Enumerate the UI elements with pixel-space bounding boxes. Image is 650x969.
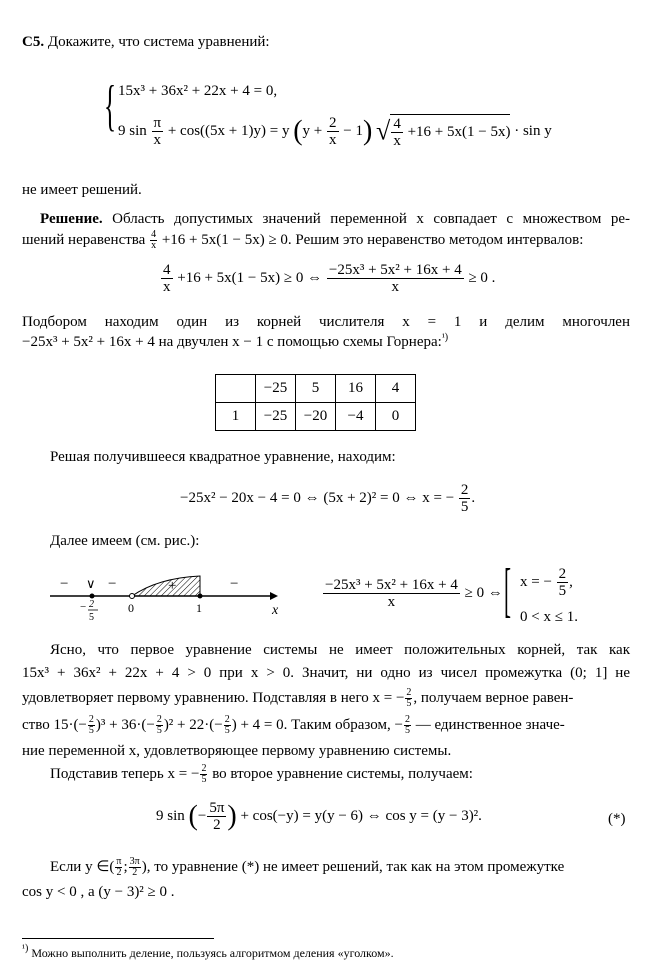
- sign-minus-mid: −: [108, 576, 117, 592]
- p5-line2: cos y < 0 , а (y − 3)² ≥ 0 .: [22, 884, 175, 900]
- p3-line4: ство 15·(− $\frac{2}{5}$ )³ + 36·(− $\frac{2}{5}$ )² + 22·(− $\frac{2}{5}$ ) + 4 = 0. Таким образом, − $\frac{2}{5}$ — единственное значе-: [22, 714, 565, 736]
- horner-intro-line1: Подбором находим один из корней числителя x = 1 и делим многочлен: [22, 314, 630, 330]
- axis-arrow: [270, 592, 278, 600]
- star-label: (*): [608, 811, 626, 827]
- point-zero: [130, 594, 135, 599]
- eq2-sqrt: √ $\frac{4}{x}$ +16 + 5x(1 − 5x): [376, 116, 511, 149]
- further-text: Далее имеем (см. рис.):: [50, 533, 200, 549]
- tick-neg-sign: −: [80, 601, 87, 613]
- tick-one: 1: [196, 601, 202, 615]
- point-neg-two-fifths: [90, 594, 95, 599]
- tick-num: 2: [89, 599, 94, 610]
- shaded-region: [132, 576, 200, 596]
- eq2-paren-part: y +: [302, 122, 323, 139]
- p5-line1: Если y ∈( $\frac{\pi}{2}$ ; $\frac{3\pi}{2}$ ), то уравнение (*) не имеет решений, так как на этом промежутке: [50, 856, 565, 878]
- eq2-sin-y: · sin y: [514, 122, 552, 139]
- eq2-minus-one: − 1: [343, 122, 363, 139]
- star-equation: 9 sin (− $\frac{5\pi}{2}$ ) + cos(−y) = y(y − 6) ⇔ cos y = (y − 3)².: [156, 800, 482, 833]
- small-frac-4-x: $\frac{4}{x}$: [151, 229, 157, 251]
- point-one: [198, 594, 203, 599]
- system-eq1: 15x³ + 36x² + 22x + 4 = 0,: [118, 83, 278, 99]
- quadratic-intro: Решая получившееся квадратное уравнение, находим:: [50, 449, 396, 465]
- system-brace: {: [104, 75, 117, 137]
- p3-line1: Ясно, что первое уравнение системы не имеет положительных корней, так как: [50, 642, 630, 658]
- no-solutions-text: не имеет решений.: [22, 182, 142, 198]
- result-bracket: [: [504, 557, 511, 623]
- result-inequality: $\frac{\text{−25x³ + 5x² + 16x + 4}}{x}$ ≥ 0 ⇔: [325, 577, 503, 610]
- p3-line2: 15x³ + 36x² + 22x + 4 > 0 при x > 0. Значит, ни одно из чисел промежутка (0; 1] не: [22, 665, 630, 681]
- sign-minus-right: −: [230, 576, 239, 592]
- solution-line1: Решение. Область допустимых значений переменной x совпадает с множеством ре-: [40, 211, 631, 227]
- eq2-sin: 9 sin: [118, 122, 147, 139]
- p3-line5: ние переменной x, удовлетворяющее первому уравнению системы.: [22, 743, 452, 759]
- problem-statement: Докажите, что система уравнений:: [47, 34, 270, 50]
- horner-table: [215, 374, 416, 431]
- table-row: −25 5 16 4: [216, 375, 416, 403]
- sign-plus: +: [168, 578, 177, 594]
- p4-intro: Подставив теперь x = − $\frac{2}{5}$ во второе уравнение системы, получаем:: [50, 763, 473, 785]
- quadratic-equation: −25x² − 20x − 4 = 0 ⇔ (5x + 2)² = 0 ⇔ x = − $\frac{2}{5}$ .: [180, 482, 476, 515]
- horner-intro-line2: −25x³ + 5x² + 16x + 4 на двучлен x − 1 с помощью схемы Горнера:$^{^1)}$: [22, 332, 449, 350]
- table-row: 1 −25 −20 −4 0: [216, 403, 416, 431]
- solution-line2: шений неравенства $\frac{4}{x}$ +16 + 5x(1 − 5x) ≥ 0. Решим это неравенство методом интервалов:: [22, 229, 584, 251]
- tick-zero: 0: [128, 601, 134, 615]
- problem-number: С5.: [22, 34, 45, 50]
- number-line-figure: [38, 566, 288, 626]
- footnote-divider: [22, 938, 214, 939]
- eq2-two-over-x: $\frac{2}{x}$: [329, 115, 337, 148]
- eq2-cos-part: + cos((5x + 1)y) = y: [167, 122, 290, 139]
- inequality-display: $\frac{4}{x}$ +16 + 5x(1 − 5x) ≥ 0 ⇔ $\frac{\text{−25x³ + 5x² + 16x + 4}}{x}$ ≥ 0 .: [163, 262, 496, 295]
- result-case1: x = − $\frac{2}{5}$ ,: [520, 566, 573, 599]
- problem-header: [22, 33, 270, 51]
- system-eq2: 9 sin $\frac{\pi}{x}$ + cos((5x + 1)y) = y (y + $\frac{2}{x}$ − 1) √ $\frac{4}{x}$ +16 + 5x(1 − 5x) · sin y: [118, 115, 552, 149]
- solution-label: Решение.: [40, 211, 103, 227]
- axis-label-x: x: [272, 603, 279, 618]
- p3-line3: удовлетворяет первому уравнению. Подставляя в него x = − $\frac{2}{5}$ , получаем верное равен-: [22, 687, 574, 709]
- result-case2: 0 < x ≤ 1.: [520, 609, 578, 625]
- sign-v: ∨: [86, 576, 96, 591]
- tick-den: 5: [89, 612, 94, 623]
- sign-minus-left: −: [60, 576, 69, 592]
- eq2-pi-over-x: $\frac{\pi}{x}$: [153, 115, 162, 148]
- footnote: $^{^1)}$ Можно выполнить деление, пользуясь алгоритмом деления «уголком».: [22, 943, 394, 960]
